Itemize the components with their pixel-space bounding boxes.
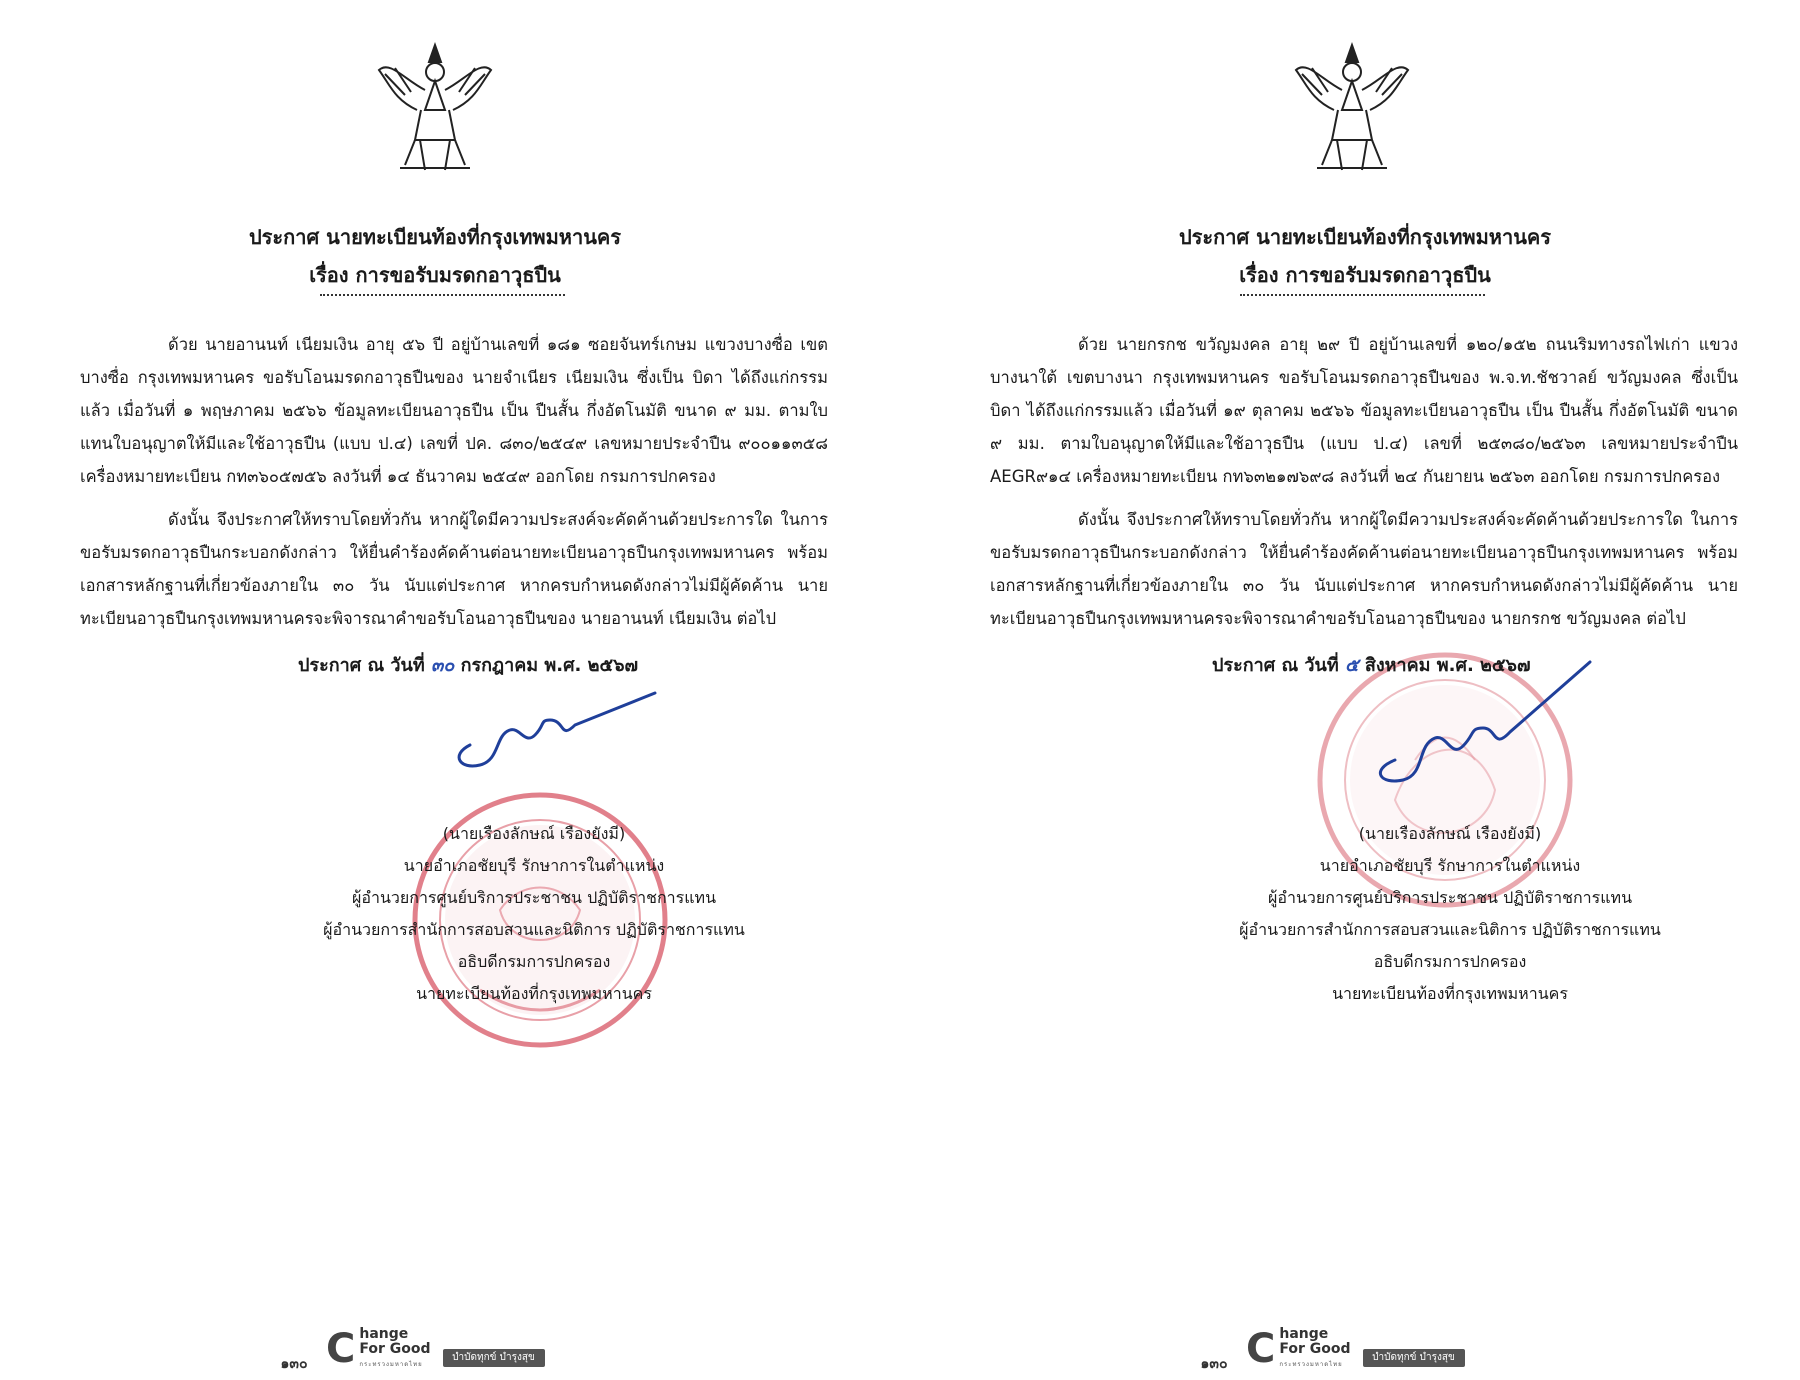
date-prefix: ประกาศ ณ วันที่: [298, 655, 425, 676]
title-line-2: เรื่อง การขอรับมรดกอาวุธปืน: [309, 263, 561, 287]
anniversary-130-logo: [270, 1323, 318, 1375]
logo-ministry-text: กระทรวงมหาดไทย: [359, 1360, 423, 1368]
date-day-handwritten: ๕: [1344, 655, 1359, 676]
signatory-title-2: ผู้อำนวยการศูนย์บริการประชาชน ปฏิบัติราชการแทน: [351, 888, 717, 907]
logo-for-good-text: For Good: [1279, 1340, 1351, 1357]
signatory-title-5: นายทะเบียนท้องที่กรุงเทพมหานคร: [1332, 984, 1568, 1003]
signatory-title-1: นายอำเภอชัยบุรี รักษาการในตำแหน่ง: [1319, 856, 1581, 875]
signatory-title-3: ผู้อำนวยการสำนักการสอบสวนและนิติการ ปฏิบัติราชการแทน: [1239, 920, 1661, 939]
handwritten-signature: [440, 685, 660, 775]
title-line-1: ประกาศ นายทะเบียนท้องที่กรุงเทพมหานคร: [248, 225, 621, 249]
body-paragraph-1: ด้วย นายอานนท์ เนียมเงิน อายุ ๕๖ ปี อยู่บ้านเลขที่ ๑๘๑ ซอยจันทร์เกษม แขวงบางซื่อ เขตบางซื่อ กรุงเทพมหานคร ขอรับโอนมรดกอาวุธปืนของ นายจำเนียร เนียมเงิน ซึ่งเป็น บิดา ได้ถึงแก่กรรมแล้ว เมื่อวันที่ ๑ พฤษภาคม ๒๕๖๖ ข้อมูลทะเบียนอาวุธปืน เป็น ปืนสั้น กึ่งอัตโนมัติ ขนาด ๙ มม. ตามใบแทนใบอนุญาตให้มีและใช้อาวุธปืน (แบบ ป.๔) เลขที่ ปค. ๘๓๐/๒๕๔๙ เลขหมายประจำปืน ๙๐๐๑๑๓๕๘ เครื่องหมายทะเบียน กท๓๖๐๕๗๕๖ ลงวันที่ ๑๔ ธันวาคม ๒๕๔๙ ออกโดย กรมการปกครอง: [80, 335, 828, 486]
announcement-body: [80, 328, 828, 645]
announcement-title: [0, 218, 885, 294]
body-paragraph-1: ด้วย นายกรกช ขวัญมงคล อายุ ๒๙ ปี อยู่บ้านเลขที่ ๑๒๐/๑๕๒ ถนนริมทางรถไฟเก่า แขวงบางนาใต้ เขตบางนา กรุงเทพมหานคร ขอรับโอนมรดกอาวุธปืนของ พ.จ.ท.ชัชวาลย์ ขวัญมงคล ซึ่งเป็น บิดา ได้ถึงแก่กรรมแล้ว เมื่อวันที่ ๑๙ ตุลาคม ๒๕๖๖ ข้อมูลทะเบียนอาวุธปืน เป็น ปืนสั้น กึ่งอัตโนมัติ ขนาด ๙ มม. ตามใบอนุญาตให้มีและใช้อาวุธปืน (แบบ ป.๔) เลขที่ ๒๕๓๘๐/๒๕๖๓ เลขหมายประจำปืน AEGR๙๑๔ เครื่องหมายทะเบียน กท๖๓๒๑๗๖๙๘ ลงวันที่ ๒๔ กันยายน ๒๕๖๓ ออกโดย กรมการปกครอง: [990, 335, 1738, 486]
date-day-handwritten: ๓๐: [430, 655, 455, 676]
announcement-date: [298, 650, 638, 679]
change-for-good-logo: [1246, 1327, 1351, 1372]
dotted-divider: [320, 294, 565, 296]
banner-motto-text: บำบัดทุกข์ บำรุงสุข: [443, 1349, 545, 1367]
logo-change-text: hange: [1279, 1325, 1329, 1342]
signatory-block: [1150, 818, 1750, 1010]
footer-logos: [270, 1322, 549, 1376]
logo-for-good-text: For Good: [359, 1340, 431, 1357]
signatory-title-1: นายอำเภอชัยบุรี รักษาการในตำแหน่ง: [403, 856, 665, 875]
announcement-title: [915, 218, 1800, 294]
garuda-emblem-icon: [375, 40, 495, 180]
body-paragraph-2: ดังนั้น จึงประกาศให้ทราบโดยทั่วกัน หากผู้ใดมีความประสงค์จะคัดค้านด้วยประการใด ในการขอรับมรดกอาวุธปืนกระบอกดังกล่าว ให้ยื่นคำร้องคัดค้านต่อนายทะเบียนอาวุธปืนกรุงเทพมหานคร พร้อมเอกสารหลักฐานที่เกี่ยวข้องภายใน ๓๐ วัน นับแต่ประกาศ หากครบกำหนดดังกล่าวไม่มีผู้คัดค้าน นายทะเบียนอาวุธปืนกรุงเทพมหานครจะพิจารณาคำขอรับโอนอาวุธปืนของ นายอานนท์ เนียมเงิน ต่อไป: [80, 510, 828, 628]
body-paragraph-2: ดังนั้น จึงประกาศให้ทราบโดยทั่วกัน หากผู้ใดมีความประสงค์จะคัดค้านด้วยประการใด ในการขอรับมรดกอาวุธปืนกระบอกดังกล่าว ให้ยื่นคำร้องคัดค้านต่อนายทะเบียนอาวุธปืนกรุงเทพมหานคร พร้อมเอกสารหลักฐานที่เกี่ยวข้องภายใน ๓๐ วัน นับแต่ประกาศ หากครบกำหนดดังกล่าวไม่มีผู้คัดค้าน นายทะเบียนอาวุธปืนกรุงเทพมหานครจะพิจารณาคำขอรับโอนอาวุธปืนของ นายกรกช ขวัญมงคล ต่อไป: [990, 510, 1738, 628]
motto-banner-logo: [439, 1325, 549, 1373]
change-c-icon: C: [326, 1326, 356, 1372]
anniversary-130-logo: [1190, 1323, 1238, 1375]
handwritten-signature: [1355, 640, 1595, 790]
signatory-block: [234, 818, 834, 1010]
change-for-good-logo: [326, 1327, 431, 1372]
title-line-1: ประกาศ นายทะเบียนท้องที่กรุงเทพมหานคร: [1178, 225, 1551, 249]
signatory-title-5: นายทะเบียนท้องที่กรุงเทพมหานคร: [416, 984, 652, 1003]
signatory-name: (นายเรืองลักษณ์ เรืองยังมี): [442, 824, 626, 843]
announcement-page-right: [900, 0, 1800, 1380]
date-prefix: ประกาศ ณ วันที่: [1212, 655, 1339, 676]
logo-ministry-text: กระทรวงมหาดไทย: [1279, 1360, 1343, 1368]
footer-logos: [1190, 1322, 1469, 1376]
logo-change-text: hange: [359, 1325, 409, 1342]
signatory-title-2: ผู้อำนวยการศูนย์บริการประชาชน ปฏิบัติราชการแทน: [1267, 888, 1633, 907]
title-line-2: เรื่อง การขอรับมรดกอาวุธปืน: [1239, 263, 1491, 287]
date-month-year: สิงหาคม พ.ศ. ๒๕๖๗: [1364, 655, 1531, 676]
announcement-body: [990, 328, 1738, 645]
logo-130-text: ๑๓๐: [280, 1356, 308, 1372]
date-month-year: กรกฎาคม พ.ศ. ๒๕๖๗: [460, 655, 639, 676]
signatory-name: (นายเรืองลักษณ์ เรืองยังมี): [1358, 824, 1542, 843]
signatory-title-4: อธิบดีกรมการปกครอง: [1373, 952, 1527, 971]
signatory-title-4: อธิบดีกรมการปกครอง: [457, 952, 611, 971]
signatory-title-3: ผู้อำนวยการสำนักการสอบสวนและนิติการ ปฏิบัติราชการแทน: [323, 920, 745, 939]
motto-banner-logo: [1359, 1325, 1469, 1373]
garuda-emblem-icon: [1292, 40, 1412, 180]
logo-130-text: ๑๓๐: [1200, 1356, 1228, 1372]
banner-motto-text: บำบัดทุกข์ บำรุงสุข: [1363, 1349, 1465, 1367]
dotted-divider: [1240, 294, 1485, 296]
change-c-icon: C: [1246, 1326, 1276, 1372]
